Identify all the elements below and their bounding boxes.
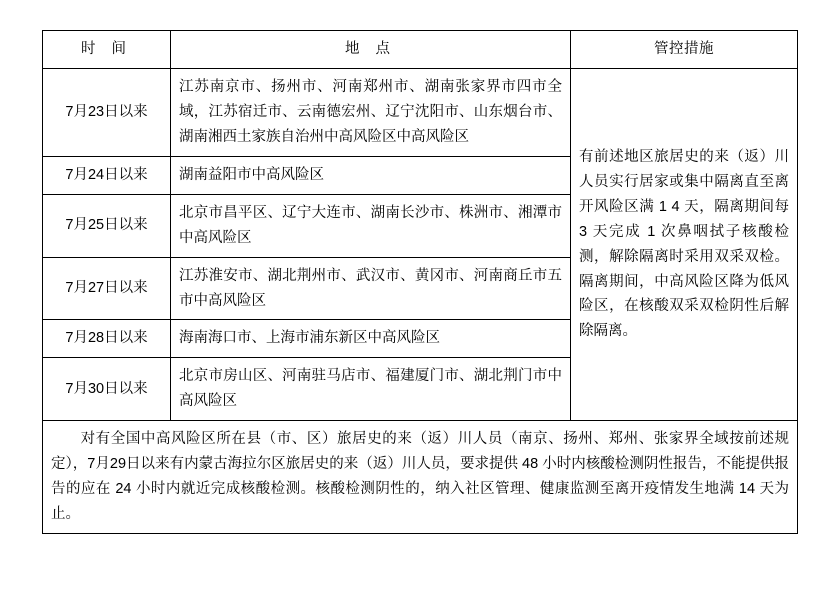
row-time: 7月27日以来 <box>43 257 171 320</box>
control-measure-cell: 有前述地区旅居史的来（返）川人员实行居家或集中隔离直至离开风险区满 1 4 天，隔离期间每 3 天完成 1 次鼻咽拭子核酸检测，解除隔离时采用双采双检。隔离期间，中高风险区降为低风险区，在核酸双采双检阴性后解除隔离。 <box>571 68 798 420</box>
column-header-place: 地 点 <box>171 31 571 69</box>
row-time: 7月28日以来 <box>43 320 171 358</box>
row-place: 北京市房山区、河南驻马店市、福建厦门市、湖北荆门市中高风险区 <box>171 358 571 421</box>
risk-area-control-table <box>42 30 798 534</box>
table-row <box>43 68 798 156</box>
row-place: 湖南益阳市中高风险区 <box>171 156 571 194</box>
row-place: 北京市昌平区、辽宁大连市、湖南长沙市、株洲市、湘潭市中高风险区 <box>171 194 571 257</box>
row-time: 7月23日以来 <box>43 68 171 156</box>
table-footer-row <box>43 421 798 534</box>
column-header-measure: 管控措施 <box>571 31 798 69</box>
row-place: 海南海口市、上海市浦东新区中高风险区 <box>171 320 571 358</box>
row-place: 江苏淮安市、湖北荆州市、武汉市、黄冈市、河南商丘市五市中高风险区 <box>171 257 571 320</box>
row-time: 7月30日以来 <box>43 358 171 421</box>
column-header-time: 时 间 <box>43 31 171 69</box>
row-place: 江苏南京市、扬州市、河南郑州市、湖南张家界市四市全域，江苏宿迁市、云南德宏州、辽宁沈阳市、山东烟台市、湖南湘西土家族自治州中高风险区中高风险区 <box>171 68 571 156</box>
row-time: 7月25日以来 <box>43 194 171 257</box>
footer-note <box>43 421 798 534</box>
row-time: 7月24日以来 <box>43 156 171 194</box>
table-header-row <box>43 31 798 69</box>
footer-note-text: 对有全国中高风险区所在县（市、区）旅居史的来（返）川人员（南京、扬州、郑州、张家界全域按前述规定），7月29日以来有内蒙古海拉尔区旅居史的来（返）川人员，要求提供 48 小时内核酸检测阴性报告，不能提供报告的应在 24 小时内就近完成核酸检测。核酸检测阴性的，纳入社区管理、健康监测至离开疫情发生地满 14 天为止。 <box>51 431 789 523</box>
